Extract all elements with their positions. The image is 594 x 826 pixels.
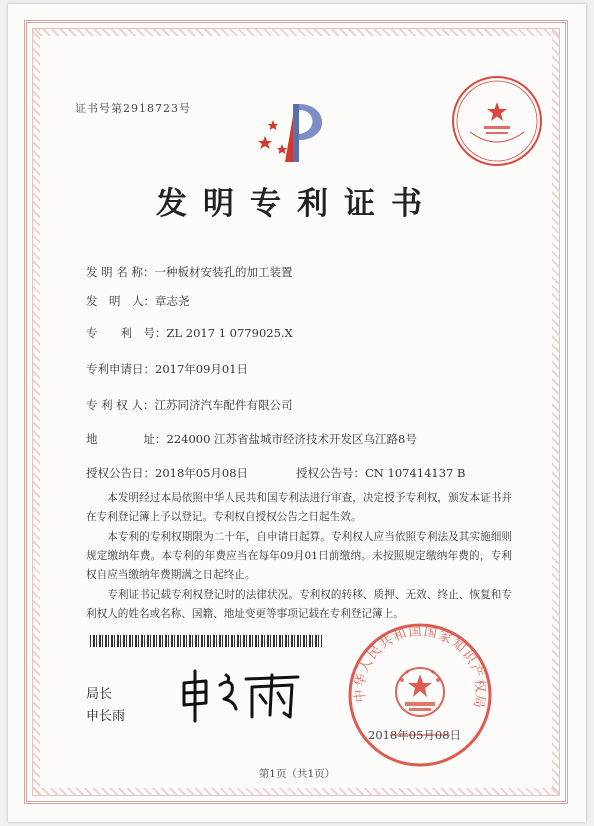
decorative-band-left [32, 28, 40, 796]
barcode [90, 635, 322, 647]
patent-number-row [86, 325, 293, 341]
patent-number-label: 专 利 号： [86, 326, 167, 340]
filing-date-label: 专利申请日： [86, 362, 155, 376]
agency-seal [448, 72, 546, 170]
grant-number-label: 授权公告号： [296, 466, 365, 480]
body-paragraph-3: 专利证书记载专利权登记时的法律状况。专利权的转移、质押、无效、终止、恢复和专利权人的姓名或名称、国籍、地址变更等事项记载在专利登记簿上。 [86, 589, 512, 621]
body-paragraph-2: 本专利的专利权期限为二十年，自申请日起算。专利权人应当依照专利法及其实施细则规定缴纳年费。本专利的年费应当在每年09月01日前缴纳。未按照规定缴纳年费的，专利权自应当缴纳年费期满之日起终止。 [86, 531, 512, 582]
grant-date-row [86, 465, 248, 481]
grant-date-value: 2018年05月08日 [155, 466, 249, 480]
body-paragraph-1: 本发明经过本局依照中华人民共和国专利法进行审查，决定授予专利权，颁发本证书并在专利登记簿上予以登记。专利权自授权公告之日起生效。 [86, 492, 512, 524]
seal-main-text: 中华人民共和国国家知识产权局 [352, 624, 488, 711]
decorative-band-top [32, 28, 560, 36]
filing-date-row [86, 361, 248, 377]
address-value: 224000 江苏省盐城市经济技术开发区乌江路8号 [166, 432, 417, 446]
state-ip-office-seal [345, 620, 495, 770]
decorative-band-right [552, 28, 560, 796]
patentee-row [86, 397, 292, 413]
handwritten-signature [176, 665, 306, 725]
address-row [86, 431, 417, 447]
patentee-value: 江苏同济汽车配件有限公司 [154, 398, 293, 412]
grant-number-row [296, 465, 465, 481]
page-number: 第1页（共1页） [258, 768, 336, 780]
patent-number-value: ZL 2017 1 0779025.X [166, 326, 293, 340]
patent-office-logo [255, 96, 337, 168]
invention-name-row [86, 264, 292, 280]
invention-name-label: 发 明 名 称： [86, 265, 155, 279]
filing-date-value: 2017年09月01日 [155, 362, 249, 376]
signature-name: 申长雨 [86, 709, 126, 724]
invention-name-value: 一种板材安装孔的加工装置 [154, 265, 293, 279]
inventor-row [86, 293, 190, 309]
inventor-label: 发 明 人： [86, 294, 155, 308]
certificate-title: 发明专利证书 [156, 186, 438, 222]
grant-number-value: CN 107414137 B [365, 466, 466, 480]
seal-date: 2018年05月08日 [368, 728, 462, 742]
signature-title: 局长 [86, 687, 113, 702]
patentee-label: 专 利 权 人： [86, 398, 155, 412]
address-label: 地 址： [86, 432, 167, 446]
certificate-number: 证书号第2918723号 [75, 102, 191, 115]
decorative-band-bottom [32, 788, 560, 796]
inventor-value: 章志尧 [155, 294, 190, 308]
grant-date-label: 授权公告日： [86, 466, 155, 480]
